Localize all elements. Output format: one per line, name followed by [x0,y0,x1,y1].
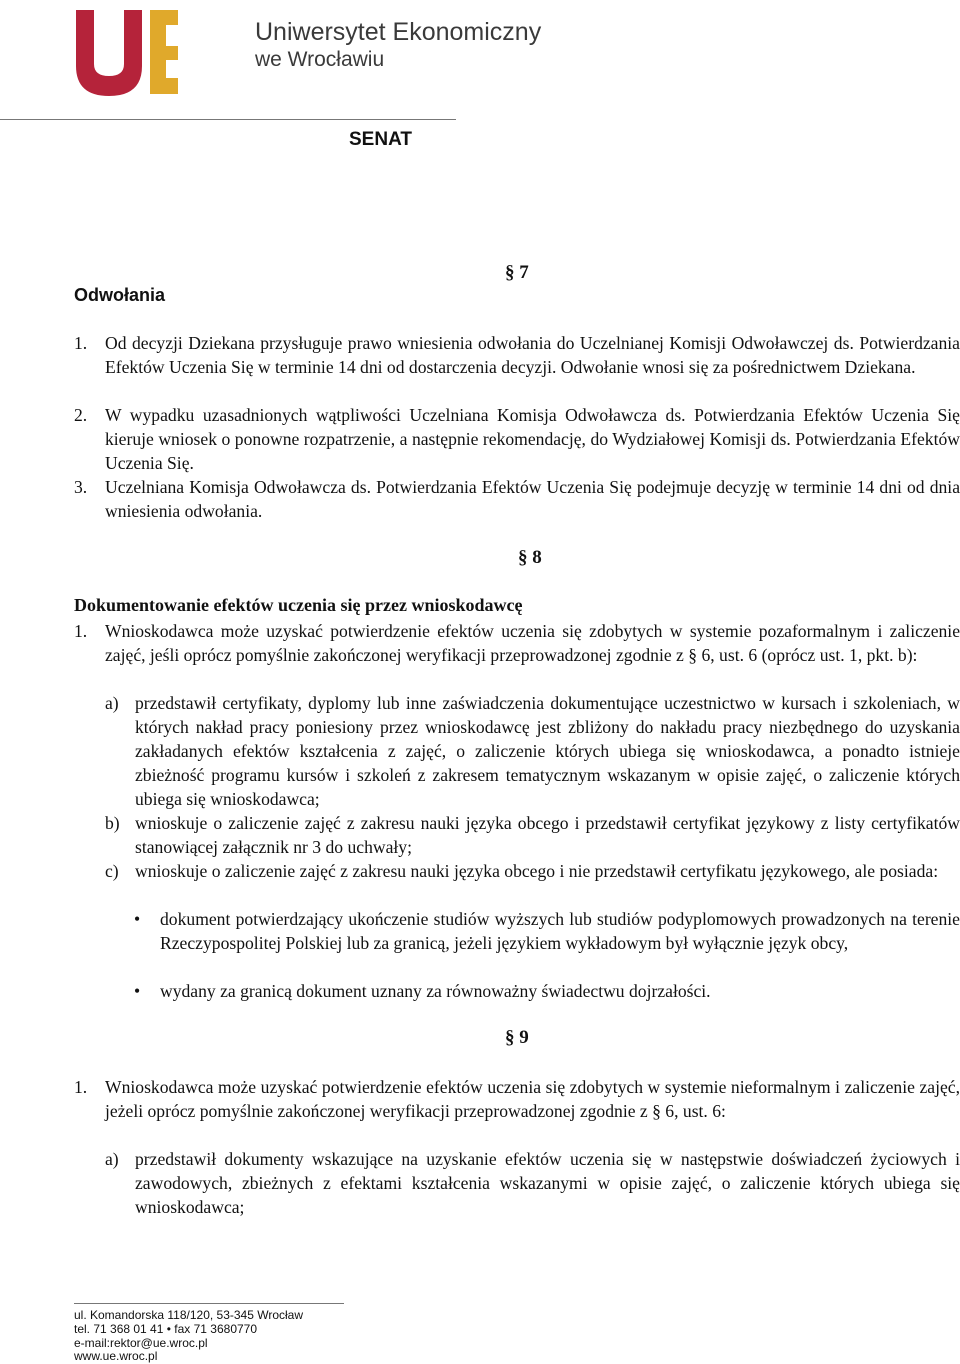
footer-email: e-mail:rektor@ue.wroc.pl [74,1336,208,1350]
s8-sub-b-text: wnioskuje o zaliczenie zajęć z zakresu nauki języka obcego i przedstawił certyfikat językowy z listy certyfikatów stanowiącej załącznik nr 3 do uchwały; [135,813,960,857]
senat-heading: SENAT [349,129,412,150]
section-8-title: Dokumentowanie efektów uczenia się przez wnioskodawcę [74,595,523,615]
s8-item1-number: 1. [74,621,88,641]
s8-sub-a-letter: a) [105,693,119,713]
bullet-dot-icon: • [134,909,141,929]
section-9-symbol: § 9 [505,1027,529,1048]
s9-sub-a-letter: a) [105,1149,119,1169]
bullet-dot-icon: • [134,981,141,1001]
university-name-line1: Uniwersytet Ekonomiczny [255,18,542,46]
ue-logo-icon [72,8,252,98]
s9-item1-text: Wnioskodawca może uzyskać potwierdzenie efektów uczenia się zdobytych w systemie nieformalnym i zaliczenie zajęć, jeżeli oprócz pomyślnie zakończonej weryfikacji przeprowadzonej zgodnie z § 6, ust. 6: [105,1077,960,1121]
s7-item1-number: 1. [74,333,88,353]
s8-sub-c-text: wnioskuje o zaliczenie zajęć z zakresu nauki języka obcego i nie przedstawił certyfikatu językowego, ale posiada: [135,861,939,881]
footer-address: ul. Komandorska 118/120, 53-345 Wrocław [74,1308,304,1322]
section-8-symbol: § 8 [518,547,542,568]
section-7-title: Odwołania [74,285,166,305]
s8-sub-c-letter: c) [105,861,119,881]
s7-item2-number: 2. [74,405,88,425]
header-divider [0,119,456,120]
section-7-symbol: § 7 [505,262,529,283]
s9-sub-a-text: przedstawił dokumenty wskazujące na uzyskanie efektów uczenia się w następstwie doświadczeń życiowych i zawodowych, zbieżnych z efektami kształcenia wskazanymi w opisie zajęć, o zaliczenie których ubiega się wnioskodawca; [135,1149,960,1217]
s8-bullet-1-text: dokument potwierdzający ukończenie studiów wyższych lub studiów podyplomowych prowadzonych na terenie Rzeczypospolitej Polskiej lub za granicą, jeżeli językiem wykładowym był wyłącznie język obcy, [160,909,960,953]
s7-item3-number: 3. [74,477,88,497]
s8-bullet-2-text: wydany za granicą dokument uznany za równoważny świadectwu dojrzałości. [160,981,711,1001]
s8-sub-b-letter: b) [105,813,120,833]
s7-item3-text: Uczelniana Komisja Odwoławcza ds. Potwierdzania Efektów Uczenia Się podejmuje decyzję w terminie 14 dni od dnia wniesienia odwołania. [105,477,960,521]
university-name-line2: we Wrocławiu [255,48,385,71]
footer-divider [74,1303,344,1304]
s8-item1-text: Wnioskodawca może uzyskać potwierdzenie efektów uczenia się zdobytych w systemie pozaformalnym i zaliczenie zajęć, jeśli oprócz pomyślnie zakończonej weryfikacji przeprowadzonej zgodnie z § 6, ust. 6 (oprócz ust. 1, pkt. b): [105,621,960,665]
s7-item2-text: W wypadku uzasadnionych wątpliwości Uczelniana Komisja Odwoławcza ds. Potwierdzania Efektów Uczenia Się kieruje wniosek o ponowne rozpatrzenie, a następnie rekomendację, do Wydziałowej Komisji ds. Potwierdzania Efektów Uczenia Się. [105,405,960,473]
s8-sub-a-text: przedstawił certyfikaty, dyplomy lub inne zaświadczenia dokumentujące uczestnictwo w kursach i szkoleniach, w których nakład pracy poniesiony przez wnioskodawcę jest zbliżony do nakładu pracy niezbędnego do uzyskania zakładanych efektów kształcenia z zajęć, o zaliczenie których ubiega się wnioskodawca, a ponadto istnieje zbieżność programu kursów i szkoleń z zakresem tematycznym wskazanym w opisie zajęć, o zaliczenie których ubiega się wnioskodawca; [135,693,960,809]
s9-item1-number: 1. [74,1077,88,1097]
footer-website: www.ue.wroc.pl [74,1349,158,1363]
footer-phone: tel. 71 368 01 41 • fax 71 3680770 [74,1322,258,1336]
university-logo [72,8,542,98]
s7-item1-text: Od decyzji Dziekana przysługuje prawo wniesienia odwołania do Uczelnianej Komisji Odwoławczej ds. Potwierdzania Efektów Uczenia Się w terminie 14 dni od dostarczenia decyzji. Odwołanie wnosi się za pośrednictwem Dziekana. [105,333,960,377]
